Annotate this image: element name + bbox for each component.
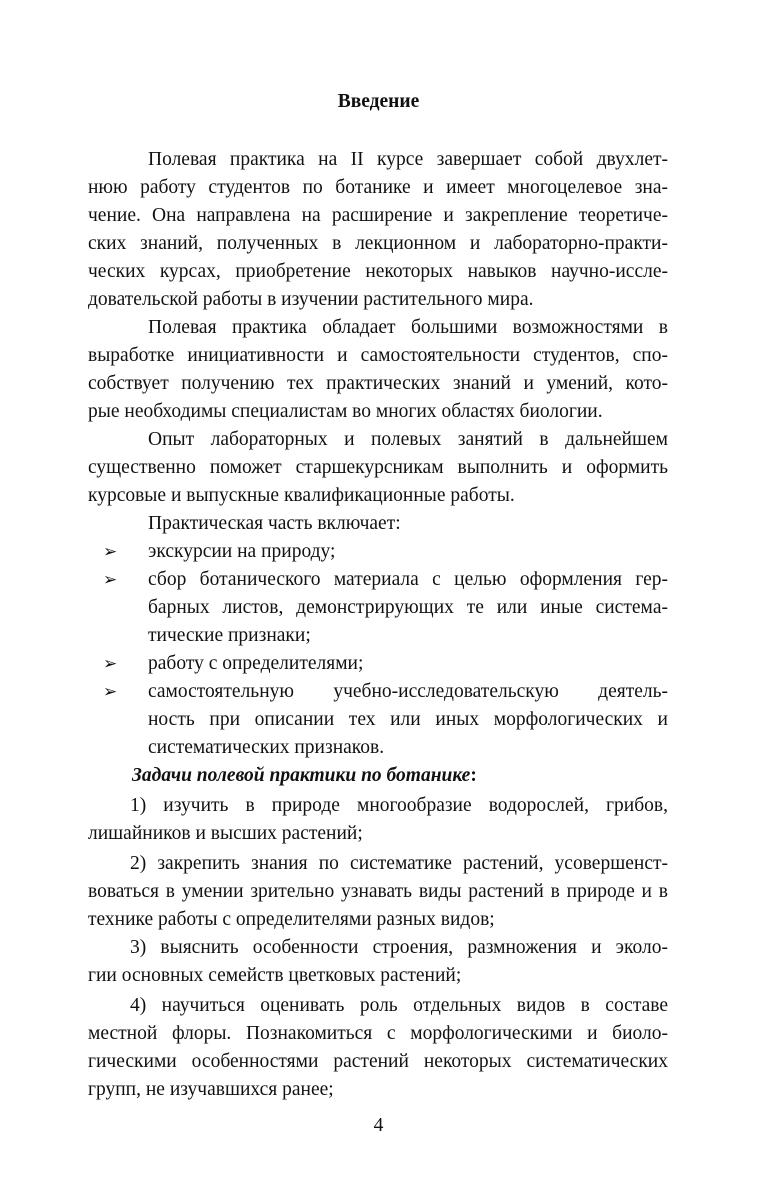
para3-line: Опыт лабораторных и полевых занятий в дальнейшем xyxy=(148,429,668,450)
task-line: технике работы с определителями разных видов; xyxy=(88,909,495,930)
bullet-line: систематических признаков. xyxy=(148,737,385,758)
para1-line: нюю работу студентов по ботанике и имеет многоцелевое зна- xyxy=(88,177,668,198)
para1-line: довательской работы в изучении растительного мира. xyxy=(88,289,534,310)
tasks-heading-colon: : xyxy=(470,765,477,786)
para1-line: чение. Она направлена на расширение и закрепление теоретиче- xyxy=(88,205,668,226)
task-line: лишайников и высших растений; xyxy=(88,823,363,844)
para1-line: ческих курсах, приобретение некоторых навыков научно-иссле- xyxy=(88,261,668,282)
practical-intro: Практическая часть включает: xyxy=(148,513,401,534)
para1-line: ских знаний, полученных в лекционном и лабораторно-практи- xyxy=(88,233,668,254)
arrow-bullet-icon: ➢ xyxy=(103,682,118,702)
arrow-bullet-icon: ➢ xyxy=(103,570,118,590)
arrow-bullet-icon: ➢ xyxy=(103,542,118,562)
task-line: местной флоры. Познакомиться с морфологическими и биоло- xyxy=(88,1023,668,1044)
para2-line: рые необходимы специалистам во многих областях биологии. xyxy=(88,401,603,422)
para3-line: существенно поможет старшекурсникам выполнить и оформить xyxy=(88,457,668,478)
task-line: гическими особенностями растений некоторых систематических xyxy=(88,1051,668,1072)
para2-line: собствует получению тех практических знаний и умений, кото- xyxy=(88,373,668,394)
bullet-line: самостоятельную учебно-исследовательскую деятель- xyxy=(148,681,668,702)
bullet-line: сбор ботанического материала с целью оформления гер- xyxy=(148,569,668,590)
bullet-line: экскурсии на природу; xyxy=(148,541,336,562)
task-line: 4) научиться оценивать роль отдельных видов в составе xyxy=(130,995,668,1016)
bullet-line: барных листов, демонстрирующих те или иные системa- xyxy=(148,597,668,618)
task-line: 2) закрепить знания по систематике растений, усовершенст- xyxy=(130,853,668,874)
task-line: 1) изучить в природе многообразие водорослей, грибов, xyxy=(130,795,668,816)
para2-line: выработке инициативности и самостоятельности студентов, спо- xyxy=(88,345,668,366)
tasks-heading xyxy=(132,762,477,790)
task-line: гии основных семейств цветковых растений; xyxy=(88,965,462,986)
arrow-bullet-icon: ➢ xyxy=(103,654,118,674)
page-number: 4 xyxy=(373,1115,384,1136)
tasks-heading-text: Задачи полевой практики по ботанике xyxy=(132,765,471,786)
para3-line: курсовые и выпускные квалификационные работы. xyxy=(88,485,515,506)
bullet-line: тические признаки; xyxy=(148,625,311,646)
task-line: 3) выяснить особенности строения, размножения и эколо- xyxy=(130,937,668,958)
para1-line: Полевая практика на II курсе завершает собой двухлет- xyxy=(148,149,668,170)
para2-line: Полевая практика обладает большими возможностями в xyxy=(148,317,668,338)
bullet-line: ность при описании тех или иных морфологических и xyxy=(148,709,668,730)
task-line: групп, не изучавшихся ранее; xyxy=(88,1079,334,1100)
bullet-line: работу с определителями; xyxy=(148,653,364,674)
task-line: воваться в умении зрительно узнавать виды растений в природе и в xyxy=(88,881,668,902)
page-title: Введение xyxy=(337,91,420,112)
